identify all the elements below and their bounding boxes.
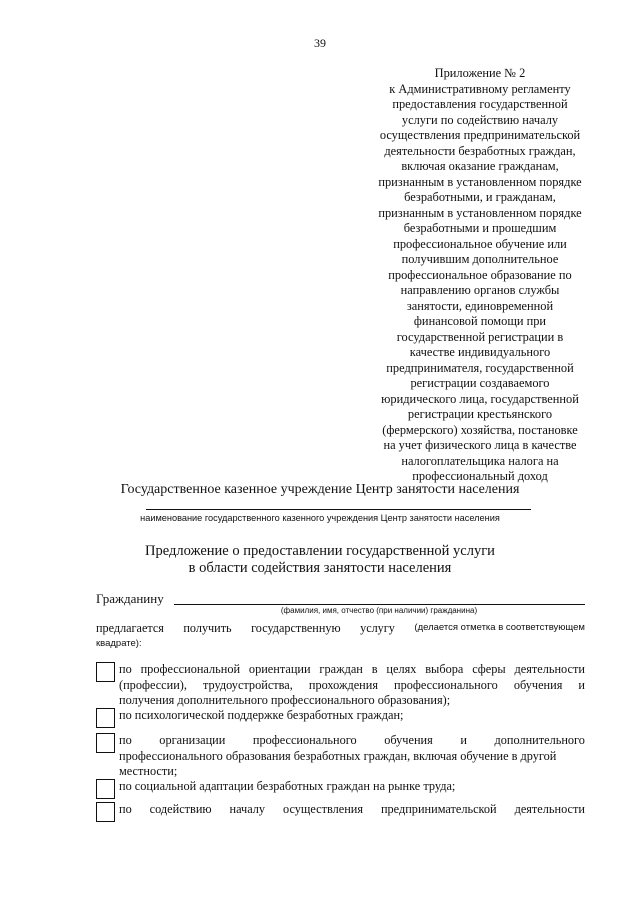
appendix-line: направлению органов службы bbox=[400, 283, 560, 297]
option-word: обучения bbox=[384, 733, 433, 747]
appendix-line: налогоплательщика налога на bbox=[401, 453, 559, 468]
option-checkbox[interactable] bbox=[96, 662, 115, 682]
option-text bbox=[119, 779, 585, 795]
appendix-header bbox=[340, 66, 620, 485]
option-line: по социальной адаптации безработных граждан на рынке труда; bbox=[119, 779, 456, 793]
option-word: и bbox=[578, 677, 585, 692]
appendix-line: юридического лица, государственной bbox=[381, 391, 579, 406]
option-word: предпринимательской bbox=[380, 802, 497, 816]
option-line bbox=[119, 678, 585, 694]
offer-line bbox=[96, 621, 585, 635]
appendix-line: регистрации крестьянского bbox=[407, 407, 553, 421]
appendix-line: на учет физического лица в качестве bbox=[383, 438, 577, 452]
organization-caption: наименование государственного казенного учреждения Центр занятости населения bbox=[140, 513, 500, 523]
offer-word: государственную bbox=[251, 621, 341, 635]
document-title bbox=[0, 543, 640, 577]
option-checkbox[interactable] bbox=[96, 708, 115, 728]
option-text bbox=[119, 802, 585, 818]
organization-underline bbox=[146, 509, 531, 510]
title-line: в области содействия занятости населения bbox=[188, 560, 452, 576]
option-word: по bbox=[119, 802, 132, 816]
appendix-line: деятельности безработных граждан, bbox=[384, 143, 576, 158]
option-word: ориентации bbox=[248, 662, 311, 676]
appendix-line: безработными, и гражданам, bbox=[404, 190, 556, 204]
option-line: получения дополнительного профессионального образования); bbox=[119, 693, 451, 707]
appendix-line: предоставления государственной bbox=[392, 97, 568, 111]
appendix-line: предпринимателя, государственной bbox=[386, 360, 574, 375]
appendix-line: профессиональное образование по bbox=[388, 267, 572, 282]
option-word: профессиональной bbox=[140, 662, 241, 676]
offer-note-end: квадрате): bbox=[96, 638, 142, 649]
option-line bbox=[119, 802, 585, 818]
offer-note: (делается отметка в соответствующем bbox=[414, 622, 585, 633]
offer-word: предлагается bbox=[96, 621, 164, 635]
option-line bbox=[119, 662, 585, 678]
appendix-line: Приложение № 2 bbox=[434, 66, 526, 80]
option-word: и bbox=[460, 733, 467, 747]
option-word: в bbox=[371, 662, 378, 676]
appendix-line: услуги по содействию началу bbox=[401, 112, 559, 127]
appendix-line: занятости, единовременной bbox=[406, 298, 554, 313]
citizen-name-field[interactable] bbox=[174, 604, 585, 605]
option-line bbox=[119, 733, 585, 749]
option-word: осуществления bbox=[283, 802, 364, 816]
appendix-line: получившим дополнительное bbox=[401, 252, 559, 266]
appendix-line: (фермерского) хозяйства, постановке bbox=[382, 422, 578, 437]
appendix-line: осуществления предпринимательской bbox=[379, 128, 581, 142]
appendix-line: к Административному регламенту bbox=[389, 81, 571, 96]
option-word: прохождения bbox=[308, 677, 378, 692]
option-word: граждан bbox=[319, 662, 363, 676]
appendix-line: безработными и прошедшим bbox=[403, 221, 557, 235]
citizen-label: Гражданину bbox=[96, 591, 164, 606]
option-word: дополнительного bbox=[494, 733, 585, 747]
option-word: организации bbox=[159, 733, 226, 747]
appendix-line: признанным в установленном порядке bbox=[378, 174, 582, 189]
option-word: (профессии), bbox=[119, 677, 187, 692]
option-word: по bbox=[119, 662, 132, 676]
offer-word: услугу bbox=[360, 621, 395, 635]
title-line: Предложение о предоставлении государственной услуги bbox=[145, 543, 495, 559]
option-word: профессионального bbox=[252, 733, 357, 747]
offer-word: получить bbox=[183, 621, 232, 635]
option-line: профессионального образования безработных граждан, включая обучение в другой bbox=[119, 748, 557, 763]
option-line: местности; bbox=[119, 764, 178, 778]
appendix-line: государственной регистрации в bbox=[396, 329, 564, 344]
option-word: профессионального bbox=[394, 677, 498, 692]
option-word: целях bbox=[386, 662, 417, 676]
appendix-line: регистрации создаваемого bbox=[410, 376, 550, 390]
option-word: содействию bbox=[149, 802, 212, 816]
option-text bbox=[119, 733, 585, 780]
appendix-line: финансовой помощи при bbox=[413, 314, 547, 328]
option-word: началу bbox=[229, 802, 266, 816]
appendix-line: признанным в установленном порядке bbox=[378, 205, 582, 220]
citizen-caption: (фамилия, имя, отчество (при наличии) гражданина) bbox=[280, 606, 478, 615]
appendix-line: включая оказание гражданам, bbox=[401, 159, 559, 173]
option-word: выбора bbox=[425, 662, 464, 676]
option-word: деятельности bbox=[514, 662, 585, 676]
option-text bbox=[119, 662, 585, 709]
offer-text bbox=[96, 621, 585, 651]
option-word: трудоустройства, bbox=[202, 677, 293, 692]
page-number: 39 bbox=[314, 36, 326, 50]
appendix-line: профессиональный доход bbox=[412, 469, 548, 483]
option-checkbox[interactable] bbox=[96, 733, 115, 753]
option-checkbox[interactable] bbox=[96, 779, 115, 799]
appendix-line: профессиональное обучение или bbox=[393, 236, 567, 251]
option-word: деятельности bbox=[514, 802, 585, 816]
option-word: обучения bbox=[513, 677, 563, 692]
option-word: по bbox=[119, 733, 132, 747]
option-text bbox=[119, 708, 585, 724]
option-line: по психологической поддержке безработных граждан; bbox=[119, 708, 404, 722]
organization-name: Государственное казенное учреждение Центр занятости населения bbox=[120, 482, 520, 497]
option-checkbox[interactable] bbox=[96, 802, 115, 822]
option-word: сферы bbox=[472, 662, 506, 676]
appendix-line: качестве индивидуального bbox=[409, 345, 551, 359]
